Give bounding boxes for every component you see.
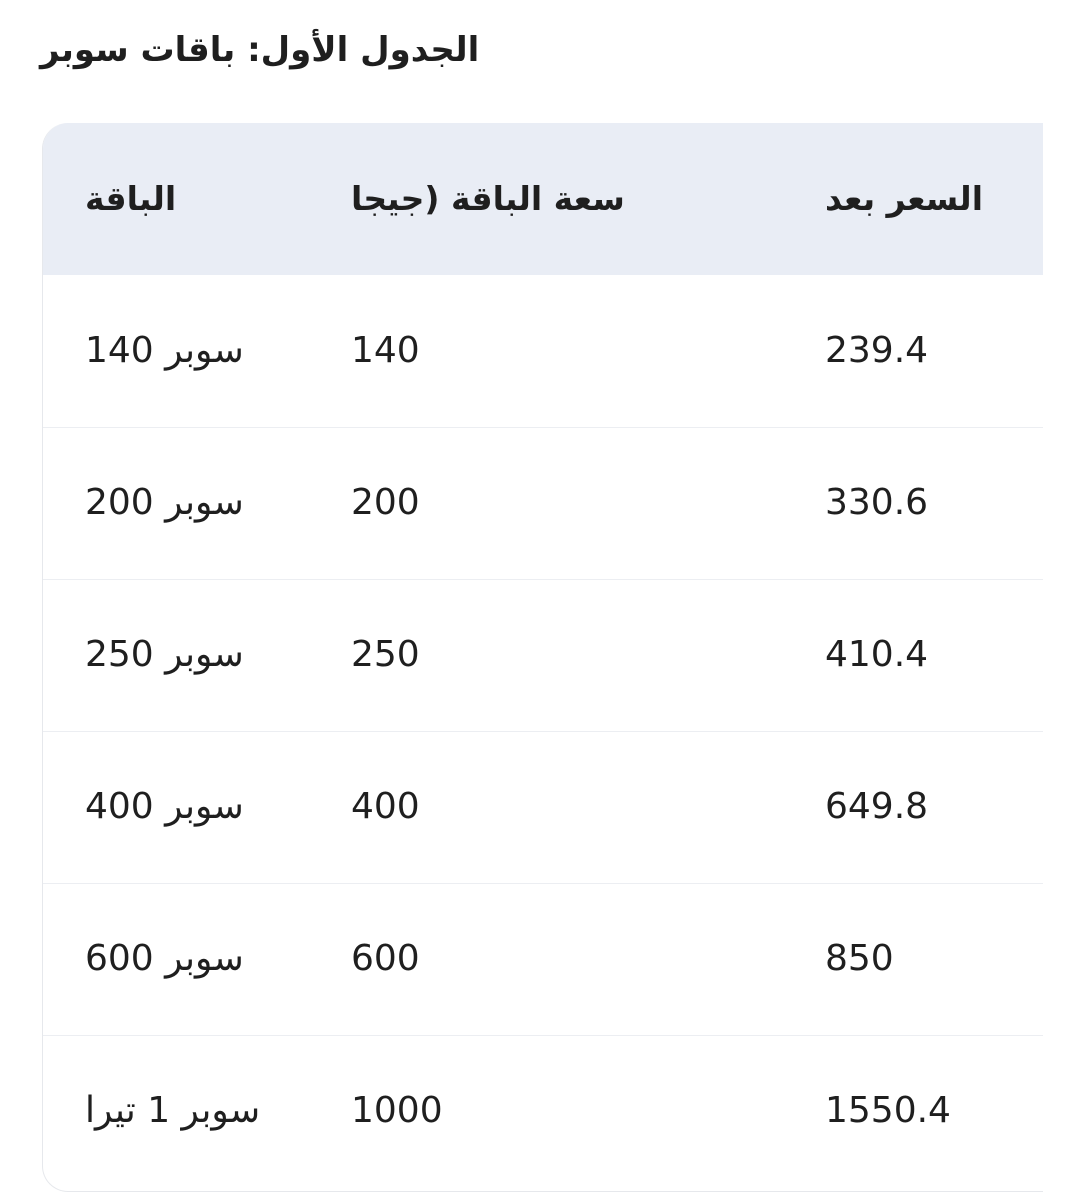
table-row	[43, 1035, 1043, 1187]
cell-price: 410.4	[825, 634, 929, 675]
page-title: الجدول الأول: باقات سوبر	[40, 30, 480, 70]
cell-capacity: 250	[351, 634, 420, 675]
table-row	[43, 883, 1043, 1036]
cell-price: 330.6	[825, 482, 929, 523]
cell-price: 239.4	[825, 330, 929, 371]
cell-package: سوبر 200	[85, 482, 244, 523]
packages-table	[42, 123, 1043, 1192]
header-capacity: سعة الباقة (جيجا	[351, 179, 625, 218]
table-row	[43, 579, 1043, 732]
cell-package: سوبر 140	[85, 330, 244, 371]
cell-package: سوبر 250	[85, 634, 244, 675]
cell-capacity: 1000	[351, 1090, 443, 1131]
cell-package: سوبر 600	[85, 938, 244, 979]
cell-package: سوبر 1 تيرا	[85, 1090, 261, 1131]
table-row	[43, 731, 1043, 884]
table-row	[43, 427, 1043, 580]
cell-capacity: 600	[351, 938, 420, 979]
cell-price: 649.8	[825, 786, 929, 827]
cell-capacity: 140	[351, 330, 420, 371]
table-row	[43, 275, 1043, 428]
cell-capacity: 200	[351, 482, 420, 523]
cell-package: سوبر 400	[85, 786, 244, 827]
table-header	[43, 123, 1043, 275]
cell-capacity: 400	[351, 786, 420, 827]
header-price: السعر بعد	[825, 179, 984, 218]
cell-price: 1550.4	[825, 1090, 951, 1131]
header-package: الباقة	[85, 179, 177, 218]
cell-price: 850	[825, 938, 894, 979]
